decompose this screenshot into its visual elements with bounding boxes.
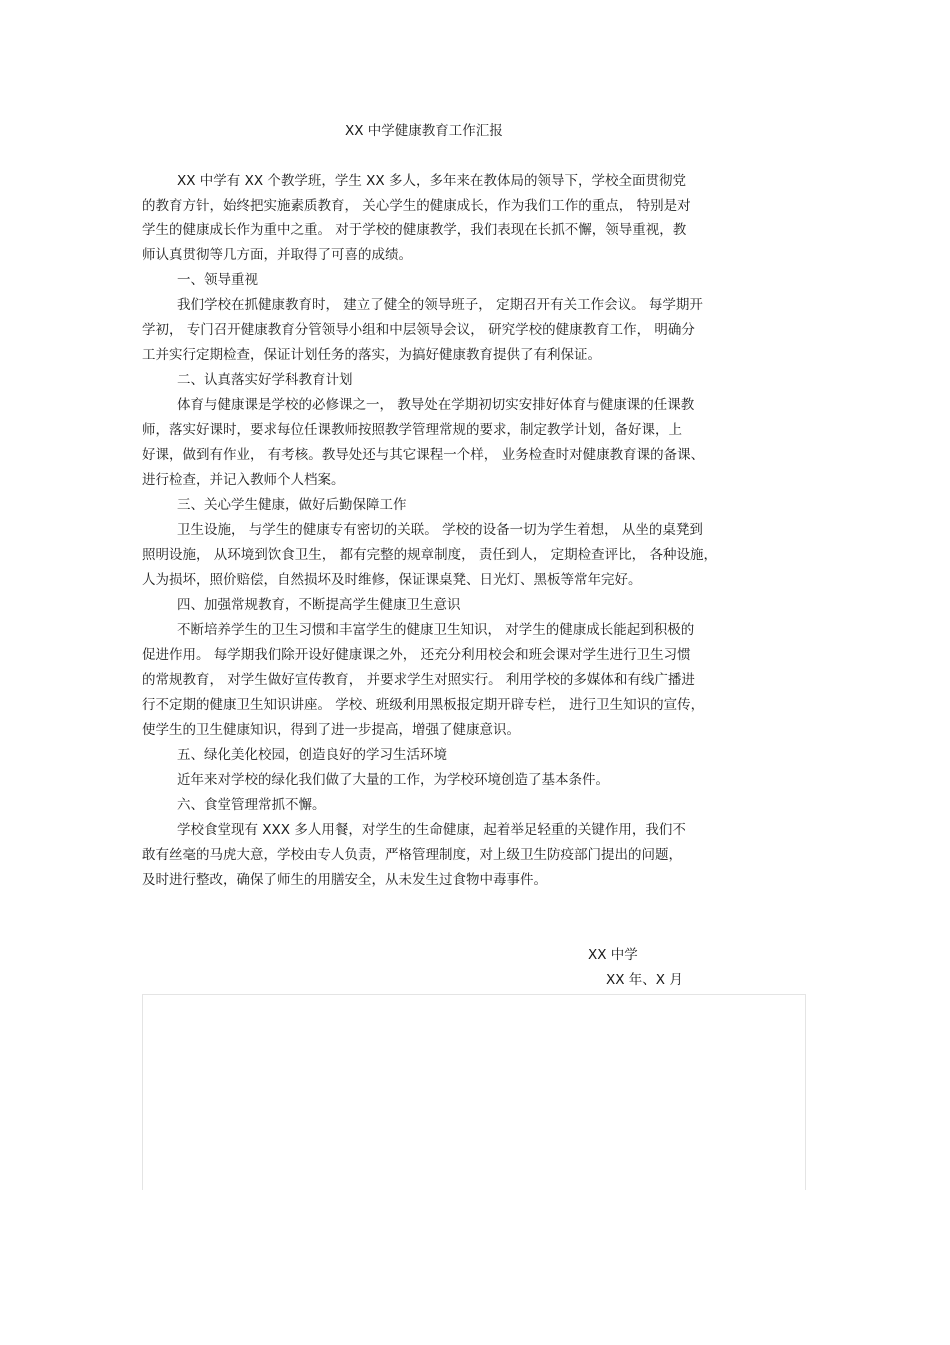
body-line: 师，落实好课时，要求每位任课教师按照教学管理常规的要求，制定教学计划，备好课，上 [142, 422, 682, 438]
body-line: 敢有丝毫的马虎大意，学校由专人负责，严格管理制度，对上级卫生防疫部门提出的问题， [142, 847, 682, 863]
body-line: 行不定期的健康卫生知识讲座。 学校、班级利用黑板报定期开辟专栏， 进行卫生知识的宣传， [142, 697, 705, 713]
body-line: 师认真贯彻等几方面，并取得了可喜的成绩。 [142, 247, 412, 263]
body-line: 近年来对学校的绿化我们做了大量的工作，为学校环境创造了基本条件。 [177, 772, 609, 788]
body-line: XX 中学有 XX 个教学班，学生 XX 多人，多年来在教体局的领导下，学校全面贯彻党 [177, 173, 686, 189]
signature-date: XX 年、X 月 [606, 972, 683, 988]
body-line: 五、绿化美化校园，创造良好的学习生活环境 [177, 747, 447, 763]
body-line: 及时进行整改，确保了师生的用膳安全，从未发生过食物中毒事件。 [142, 872, 547, 888]
body-line: 三、关心学生健康，做好后勤保障工作 [177, 497, 407, 513]
document-title: XX 中学健康教育工作汇报 [345, 123, 503, 139]
body-line: 六、食堂管理常抓不懈。 [177, 797, 326, 813]
body-line: 的常规教育， 对学生做好宣传教育， 并要求学生对照实行。 利用学校的多媒体和有线广播进 [142, 672, 695, 688]
body-line: 学生的健康成长作为重中之重。 对于学校的健康教学，我们表现在长抓不懈，领导重视，教 [142, 222, 687, 238]
body-line: 卫生设施， 与学生的健康专有密切的关联。 学校的设备一切为学生着想， 从坐的桌凳到 [177, 522, 703, 538]
body-line: 工并实行定期检查，保证计划任务的落实，为搞好健康教育提供了有利保证。 [142, 347, 601, 363]
body-line: 我们学校在抓健康教育时， 建立了健全的领导班子， 定期召开有关工作会议。 每学期开 [177, 297, 703, 313]
body-line: 学校食堂现有 XXX 多人用餐，对学生的生命健康，起着举足轻重的关键作用，我们不 [177, 822, 686, 838]
body-line: 二、认真落实好学科教育计划 [177, 372, 353, 388]
body-line: 学初， 专门召开健康教育分管领导小组和中层领导会议， 研究学校的健康教育工作， 明确分 [142, 322, 695, 338]
signature-school: XX 中学 [588, 947, 638, 963]
body-line: 一、领导重视 [177, 272, 258, 288]
body-line: 不断培养学生的卫生习惯和丰富学生的健康卫生知识， 对学生的健康成长能起到积极的 [177, 622, 695, 638]
body-line: 四、加强常规教育，不断提高学生健康卫生意识 [177, 597, 461, 613]
body-line: 促进作用。 每学期我们除开设好健康课之外， 还充分利用校会和班会课对学生进行卫生习惯 [142, 647, 691, 663]
body-line: 照明设施， 从环境到饮食卫生， 都有完整的规章制度， 责任到人， 定期检查评比， 各种设施， [142, 547, 717, 563]
body-line: 人为损坏，照价赔偿，自然损坏及时维修，保证课桌凳、日光灯、黑板等常年完好。 [142, 572, 642, 588]
body-line: 进行检查，并记入教师个人档案。 [142, 472, 345, 488]
body-line: 好课，做到有作业， 有考核。教导处还与其它课程一个样， 业务检查时对健康教育课的备课、 [142, 447, 705, 463]
body-line: 体育与健康课是学校的必修课之一， 教导处在学期初切实安排好体育与健康课的任课教 [177, 397, 695, 413]
body-line: 使学生的卫生健康知识，得到了进一步提高，增强了健康意识。 [142, 722, 520, 738]
body-line: 的教育方针，始终把实施素质教育， 关心学生的健康成长，作为我们工作的重点， 特别是对 [142, 198, 691, 214]
empty-frame-box [142, 994, 806, 1190]
